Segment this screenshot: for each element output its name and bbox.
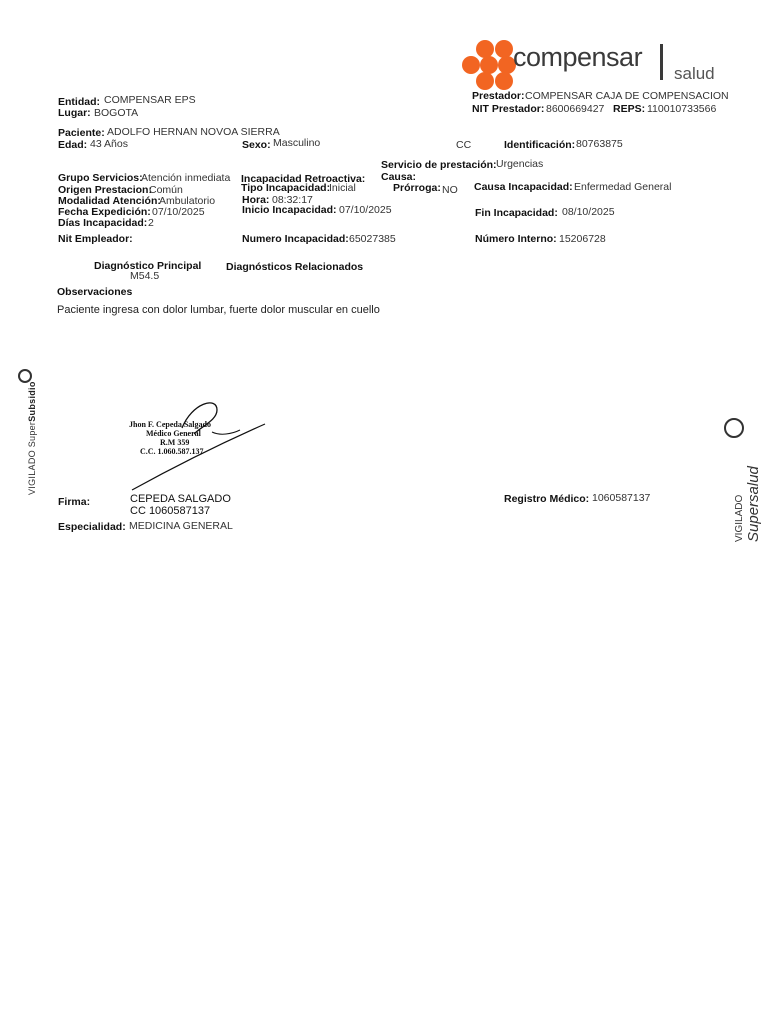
compensar-salud-logo bbox=[460, 38, 730, 90]
supersalud-icon bbox=[724, 418, 744, 438]
tipo-value: Inicial bbox=[329, 182, 356, 194]
inicio-label: Inicio Incapacidad: bbox=[242, 204, 337, 216]
sexo-value: Masculino bbox=[273, 137, 321, 149]
logo-divider bbox=[660, 44, 663, 80]
observaciones-label: Observaciones bbox=[57, 286, 133, 298]
doc-type: CC bbox=[456, 139, 472, 151]
nit-prestador-label: NIT Prestador: bbox=[472, 103, 545, 115]
prorroga-value: NO bbox=[442, 184, 458, 196]
prestador-value: COMPENSAR CAJA DE COMPENSACION bbox=[525, 90, 729, 102]
retroactiva-label: Incapacidad Retroactiva: bbox=[241, 173, 366, 185]
causa-label: Causa: bbox=[381, 171, 417, 183]
servicio-label: Servicio de prestación: bbox=[381, 159, 497, 171]
fin-label: Fin Incapacidad: bbox=[475, 207, 558, 219]
especialidad-value: MEDICINA GENERAL bbox=[129, 520, 233, 532]
registro-medico-value: 1060587137 bbox=[592, 492, 651, 504]
seal-right-prefix: VIGILADO bbox=[734, 494, 745, 542]
logo-sub: salud bbox=[674, 64, 715, 83]
especialidad-label: Especialidad: bbox=[58, 521, 126, 533]
numero-interno-label: Número Interno: bbox=[475, 233, 557, 245]
supersalud-seal bbox=[734, 466, 762, 542]
logo-brand: compensar bbox=[513, 42, 643, 72]
fin-value: 08/10/2025 bbox=[562, 206, 615, 218]
seal-left-bold: Subsidio bbox=[27, 381, 37, 422]
hora-value: 08:32:17 bbox=[272, 194, 313, 206]
causa-incapacidad-label: Causa Incapacidad: bbox=[474, 181, 573, 193]
reps-label: REPS: bbox=[613, 103, 646, 115]
prestador-label: Prestador: bbox=[472, 90, 525, 102]
entidad-value: COMPENSAR EPS bbox=[104, 94, 196, 106]
identificacion-label: Identificación: bbox=[504, 139, 576, 151]
diagnostico-principal-value: M54.5 bbox=[130, 270, 160, 282]
stamp-cc: C.C. 1.060.587.137 bbox=[140, 447, 204, 456]
grupo-label: Grupo Servicios: bbox=[58, 172, 143, 184]
stamp-title: Médico General bbox=[146, 429, 201, 438]
modalidad-label: Modalidad Atención: bbox=[58, 195, 161, 207]
logo-dot bbox=[476, 72, 494, 90]
firma-cc: CC 1060587137 bbox=[130, 505, 211, 517]
grupo-value: Atención inmediata bbox=[141, 172, 231, 184]
paciente-value: ADOLFO HERNAN NOVOA SIERRA bbox=[107, 126, 280, 138]
edad-label: Edad: bbox=[58, 139, 88, 151]
signature-stamp bbox=[122, 398, 267, 493]
origen-label: Origen Prestacion: bbox=[58, 184, 152, 196]
prorroga-label: Prórroga: bbox=[393, 182, 441, 194]
modalidad-value: Ambulatorio bbox=[159, 195, 216, 207]
reps-value: 110010733566 bbox=[647, 103, 717, 115]
signature-scribble bbox=[122, 398, 267, 493]
stamp-name: Jhon F. Cepeda Salgado bbox=[129, 420, 211, 429]
registro-medico-label: Registro Médico: bbox=[504, 493, 590, 505]
diagnostico-principal-label: Diagnóstico Principal bbox=[94, 260, 202, 272]
numero-incapacidad-label: Numero Incapacidad: bbox=[242, 233, 349, 245]
stamp-rm: R.M 359 bbox=[160, 438, 190, 447]
logo-dot bbox=[476, 40, 494, 58]
observaciones-text: Paciente ingresa con dolor lumbar, fuerte dolor muscular en cuello bbox=[57, 304, 380, 316]
servicio-value: Urgencias bbox=[496, 158, 544, 170]
causa-incapacidad-value: Enfermedad General bbox=[574, 181, 672, 193]
nit-empleador-label: Nit Empleador: bbox=[58, 233, 133, 245]
lugar-value: BOGOTA bbox=[94, 107, 139, 119]
seal-right-super: Supersalud bbox=[745, 466, 762, 542]
supersubsidio-icon bbox=[18, 369, 32, 383]
firma-name: CEPEDA SALGADO bbox=[130, 493, 231, 505]
logo-dot bbox=[462, 56, 480, 74]
firma-label: Firma: bbox=[58, 496, 91, 508]
nit-prestador-value: 8600669427 bbox=[546, 103, 605, 115]
numero-incapacidad-value: 65027385 bbox=[349, 233, 396, 245]
lugar-label: Lugar: bbox=[58, 107, 91, 119]
dias-label: Días Incapacidad: bbox=[58, 217, 148, 229]
logo-dot bbox=[495, 72, 513, 90]
sexo-label: Sexo: bbox=[242, 139, 271, 151]
edad-value: 43 Años bbox=[90, 138, 128, 150]
dias-value: 2 bbox=[148, 217, 154, 229]
paciente-label: Paciente: bbox=[58, 127, 105, 139]
numero-interno-value: 15206728 bbox=[559, 233, 606, 245]
identificacion-value: 80763875 bbox=[576, 138, 623, 150]
seal-left-prefix: VIGILADO Super bbox=[27, 421, 37, 495]
fecha-expedicion-label: Fecha Expedición: bbox=[58, 206, 151, 218]
origen-value: Común bbox=[149, 184, 183, 196]
fecha-expedicion-value: 07/10/2025 bbox=[152, 206, 205, 218]
supersubsidio-seal bbox=[27, 381, 37, 495]
diagnosticos-relacionados-label: Diagnósticos Relacionados bbox=[226, 261, 364, 273]
hora-label: Hora: bbox=[242, 194, 270, 206]
inicio-value: 07/10/2025 bbox=[339, 204, 392, 216]
tipo-label: Tipo Incapacidad: bbox=[241, 182, 331, 194]
entidad-label: Entidad: bbox=[58, 96, 100, 108]
